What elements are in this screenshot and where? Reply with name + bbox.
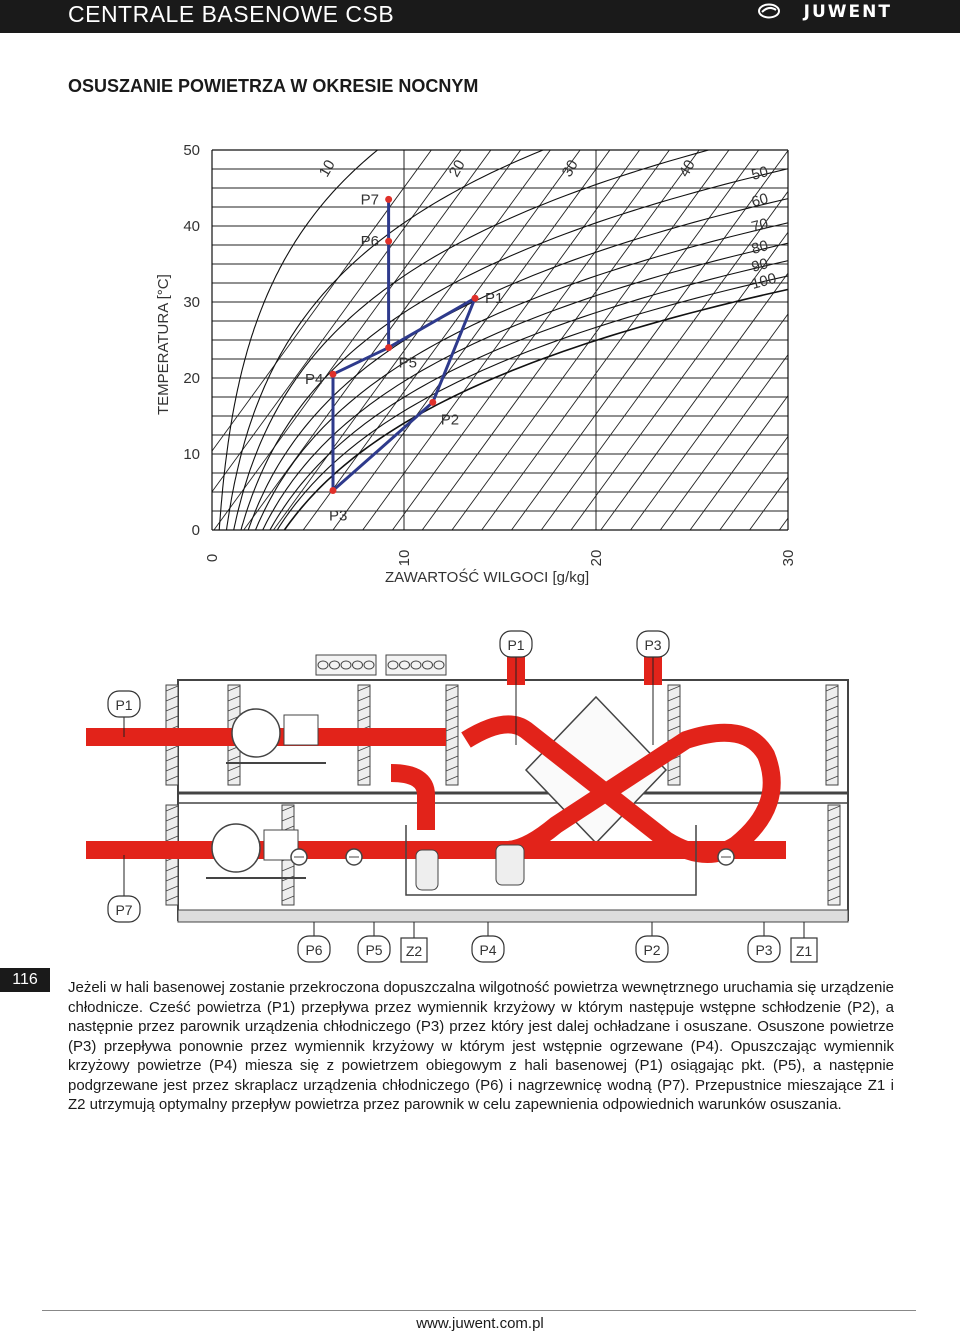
- left-label-p7: P7: [115, 902, 133, 918]
- y-tick-label: 40: [183, 218, 200, 235]
- description-text: Jeżeli w hali basenowej zostanie przekroczona dopuszczalna wilgotność powietrza wewnętrznego uruchamia się urządzenie chłodnicze. Cześć powietrza (P1) przepływa przez wymiennik krzyżowy w którym następuje wstępne schłodzenie (P2), a następnie przez parownik urządzenia chłodniczego (P3) przez który jest dalej ochładzane i osuszane. Osuszone powietrze (P3) przepływa ponownie przez wymiennik krzyżowy w którym jest wstępnie ogrzewane (P4). Opuszczając wymiennik krzyżowy powietrze (P4) miesza się z powietrzem obiegowym z hali basenowej (P1) osiągając pkt. (P5), a następnie podgrzewane jest przez skraplacz urządzenia chłodniczego (P6) i nagrzewnicę wodną (P7). Przepustnice mieszające Z1 i Z2 utrzymują optymalny przepływ powietrza przez parownik w celu zapewnienia odpowiednich warunków osuszania.: [68, 979, 894, 1113]
- top-label-p3: P3: [644, 637, 662, 653]
- rh-label: 80: [749, 237, 771, 258]
- compressor: [416, 850, 438, 890]
- bottom-label-p2: P2: [643, 942, 661, 958]
- top-damper: [386, 655, 446, 675]
- left-label-p1: P1: [115, 697, 133, 713]
- rh-label: 50: [749, 163, 771, 184]
- bottom-label-z2: Z2: [405, 943, 423, 959]
- point-label-p3: P3: [328, 507, 348, 525]
- enthalpy-line: [392, 135, 680, 530]
- point-label-p2: P2: [440, 411, 460, 429]
- fan-housing: [212, 824, 260, 872]
- enthalpy-line: [660, 135, 820, 530]
- top-damper: [316, 655, 376, 675]
- x-tick-label: 30: [780, 549, 797, 567]
- compressor-2: [496, 845, 524, 885]
- enthalpy-line: [482, 135, 770, 530]
- chart-grid: [154, 135, 820, 530]
- enthalpy-line: [154, 135, 442, 530]
- top-label-p1: P1: [507, 637, 525, 653]
- rh-curve: [277, 135, 820, 530]
- enthalpy-line: [571, 135, 820, 530]
- point-label-p1: P1: [485, 290, 504, 308]
- process-point-p4: [329, 371, 336, 378]
- body-paragraph: [68, 978, 894, 1115]
- point-label-p7: P7: [360, 191, 379, 209]
- rh-label: 100: [749, 269, 779, 293]
- process-point-p7: [385, 196, 392, 203]
- bottom-label-p6: P6: [305, 942, 323, 958]
- enthalpy-line: [631, 135, 820, 530]
- ahu-body: [86, 655, 848, 922]
- rh-label: 70: [749, 215, 771, 236]
- enthalpy-label: 20: [445, 157, 469, 180]
- psychrometric-chart: [140, 135, 820, 595]
- fan-housing: [232, 709, 280, 757]
- chart-labels: [183, 142, 797, 566]
- ahu-scheme-diagram: [86, 625, 866, 965]
- section-title: OSUSZANIE POWIETRZA W OKRESIE NOCNYM: [68, 76, 479, 96]
- enthalpy-label: 40: [675, 157, 699, 180]
- x-tick-label: 20: [588, 549, 605, 567]
- y-tick-label: 10: [183, 446, 200, 463]
- fan-motor: [284, 715, 318, 745]
- enthalpy-line: [422, 135, 710, 530]
- process-point-p6: [385, 238, 392, 245]
- page-header: [0, 0, 960, 33]
- rh-curve: [227, 135, 583, 530]
- rh-label: 90: [749, 255, 771, 276]
- y-tick-label: 30: [183, 294, 200, 311]
- bottom-label-p5: P5: [365, 942, 383, 958]
- bottom-label-z1: Z1: [795, 943, 813, 959]
- footer-url: www.juwent.com.pl: [416, 1315, 544, 1332]
- rh-curve: [270, 135, 820, 530]
- x-tick-label: 0: [204, 553, 221, 563]
- y-tick-label: 20: [183, 370, 200, 387]
- process-point-p1: [472, 295, 479, 302]
- enthalpy-label: 10: [315, 157, 339, 180]
- process-point-p3: [329, 487, 336, 494]
- process-point-p2: [429, 399, 436, 406]
- enthalpy-line: [720, 135, 820, 530]
- base-frame: [178, 910, 848, 922]
- enthalpy-label: 30: [558, 157, 582, 180]
- y-tick-label: 0: [191, 522, 200, 539]
- enthalpy-line: [184, 135, 472, 530]
- x-tick-label: 10: [396, 549, 413, 567]
- y-axis-label: TEMPERATURA [°C]: [155, 274, 172, 415]
- enthalpy-line: [303, 135, 591, 530]
- header-title: CENTRALE BASENOWE CSB: [68, 1, 395, 27]
- rh-curve: [256, 135, 821, 530]
- bypass-duct: [391, 773, 426, 830]
- y-tick-label: 50: [183, 142, 200, 159]
- enthalpy-line: [541, 135, 820, 530]
- footer-divider: [42, 1310, 916, 1311]
- point-label-p4: P4: [304, 371, 324, 389]
- rh-label: 60: [749, 190, 771, 211]
- point-label-p6: P6: [360, 233, 379, 251]
- juwent-logo-icon: [758, 3, 780, 19]
- brand-name: JUWENT: [803, 2, 892, 22]
- bottom-label-p4: P4: [479, 942, 497, 958]
- bottom-label-p3: P3: [755, 942, 773, 958]
- process-point-p5: [385, 344, 392, 351]
- enthalpy-line: [360, 135, 651, 530]
- point-label-p5: P5: [398, 354, 417, 372]
- page-number: 116: [0, 968, 50, 992]
- x-axis-label: ZAWARTOŚĆ WILGOCI [g/kg]: [385, 569, 590, 586]
- enthalpy-line: [601, 135, 820, 530]
